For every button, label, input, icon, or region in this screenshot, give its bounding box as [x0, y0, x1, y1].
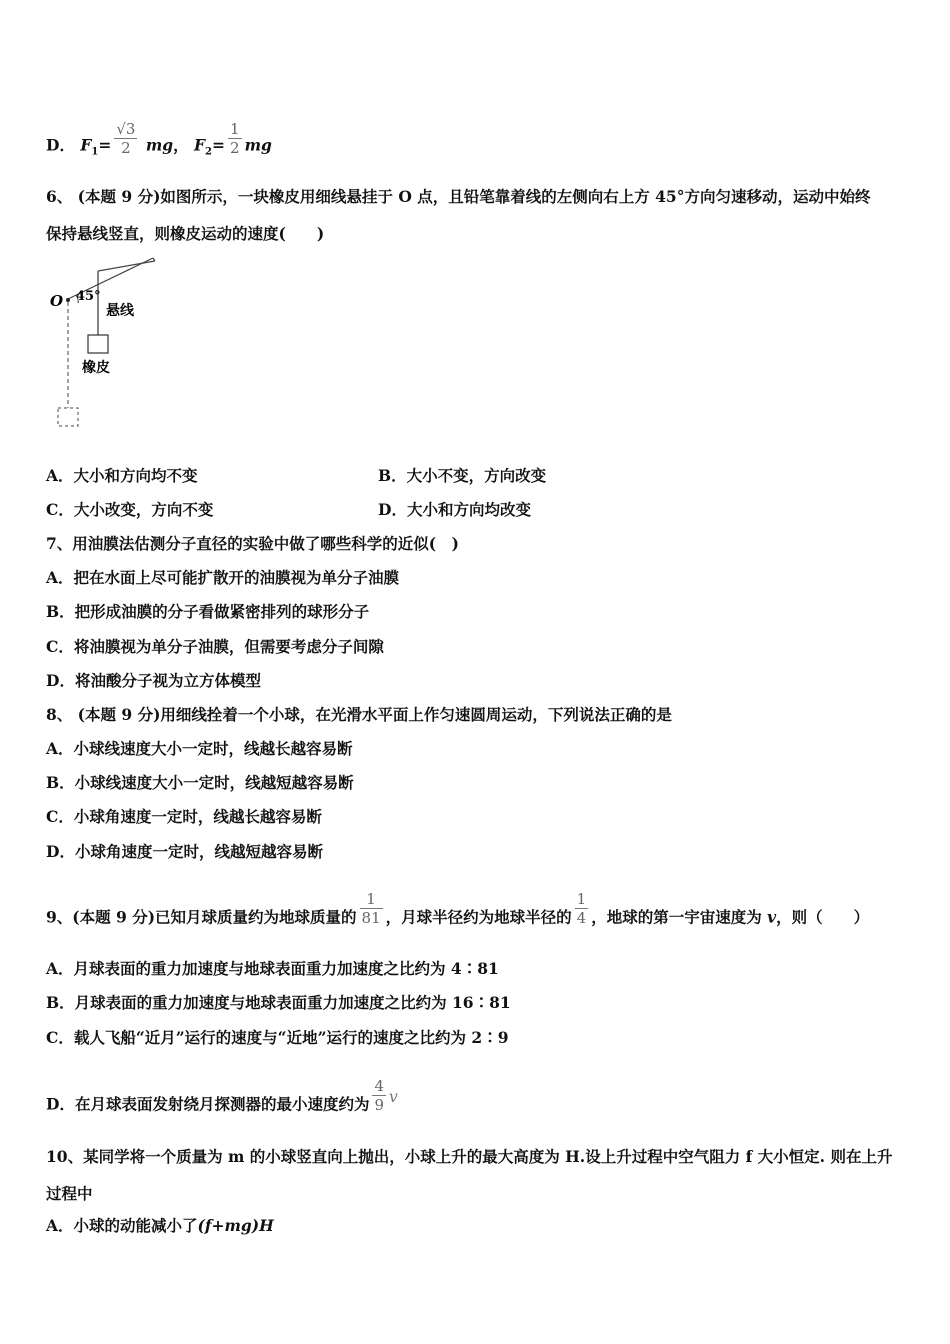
point-o — [66, 298, 70, 302]
q9-option-c[interactable]: C．载人飞船“近月”运行的速度与“近地”运行的速度之比约为 2∶9 — [46, 1028, 509, 1047]
q7-option-d[interactable]: D．将油酸分子视为立方体模型 — [46, 671, 261, 690]
q6-figure — [48, 255, 168, 435]
q6-stem-line1: 6、 (本题 9 分)如图所示，一块橡皮用细线悬挂于 O 点，且铅笔靠着线的左侧向右上方 45°方向匀速移动，运动中始终 — [46, 187, 871, 206]
q7-option-c[interactable]: C．将油膜视为单分子油膜，但需要考虑分子间隙 — [46, 637, 384, 656]
eraser-ghost — [58, 408, 78, 426]
q9-option-a[interactable]: A．月球表面的重力加速度与地球表面重力加速度之比约为 4∶81 — [46, 959, 499, 978]
fraction-4-over-9: $\frac{4}{9}$ — [374, 1077, 385, 1114]
string-label: 悬线 — [106, 303, 134, 319]
eraser-label: 橡皮 — [82, 360, 110, 376]
q7-option-a[interactable]: A．把在水面上尽可能扩散开的油膜视为单分子油膜 — [46, 568, 400, 587]
option-label: D． — [46, 135, 75, 155]
q10-option-a[interactable]: A．小球的动能减小了(f+mg)H — [46, 1216, 274, 1235]
q6-stem — [46, 178, 906, 252]
q8-stem: 8、 (本题 9 分)用细线拴着一个小球，在光滑水平面上作匀速圆周运动，下列说法正确的是 — [46, 705, 672, 724]
q5-option-d: D． $F_1=$ $\frac{√3}{2}$ mg， $F_2=$ $\frac{1}{2}$ mg — [46, 120, 272, 158]
fraction-1-over-4: $\frac{1}{4}$ — [576, 890, 587, 927]
fraction-sqrt3-over-2: $\frac{√3}{2}$ — [116, 120, 136, 157]
q6-option-b[interactable]: B．大小不变，方向改变 — [378, 466, 547, 485]
angle-label: 45° — [76, 289, 101, 304]
q7-option-b[interactable]: B．把形成油膜的分子看做紧密排列的球形分子 — [46, 602, 370, 621]
eraser — [88, 335, 108, 353]
q8-option-a[interactable]: A．小球线速度大小一定时，线越长越容易断 — [46, 739, 353, 758]
o-label: O — [50, 292, 64, 310]
q8-option-d[interactable]: D．小球角速度一定时，线越短越容易断 — [46, 842, 323, 861]
q10-stem: 10、某同学将一个质量为 m 的小球竖直向上抛出，小球上升的最大高度为 H.设上升过程中空气阻力 f 大小恒定. 则在上升过程中 — [46, 1147, 893, 1203]
q6-stem-line2: 保持悬线竖直，则橡皮运动的速度( ) — [46, 224, 325, 243]
q9-stem: 9、(本题 9 分)已知月球质量约为地球质量的 $\frac{1}{81}$ ，月球半径约为地球半径的 $\frac{1}{4}$ ，地球的第一宇宙速度为 v，则（ ） — [46, 890, 870, 927]
q9-option-b[interactable]: B．月球表面的重力加速度与地球表面重力加速度之比约为 16∶81 — [46, 993, 511, 1012]
fraction-1-over-81: $\frac{1}{81}$ — [361, 890, 381, 927]
q9-option-d[interactable]: D．在月球表面发射绕月探测器的最小速度约为 $\frac{4}{9}$ v — [46, 1077, 398, 1114]
q8-option-c[interactable]: C．小球角速度一定时，线越长越容易断 — [46, 807, 322, 826]
q8-option-b[interactable]: B．小球线速度大小一定时，线越短越容易断 — [46, 773, 354, 792]
q6-option-c[interactable]: C．大小改变，方向不变 — [46, 500, 214, 519]
q7-stem: 7、用油膜法估测分子直径的实验中做了哪些科学的近似( ) — [46, 534, 459, 553]
q6-option-a[interactable]: A．大小和方向均不变 — [46, 466, 198, 485]
q6-option-d[interactable]: D．大小和方向均改变 — [378, 500, 531, 519]
fraction-1-over-2: $\frac{1}{2}$ — [230, 120, 240, 157]
